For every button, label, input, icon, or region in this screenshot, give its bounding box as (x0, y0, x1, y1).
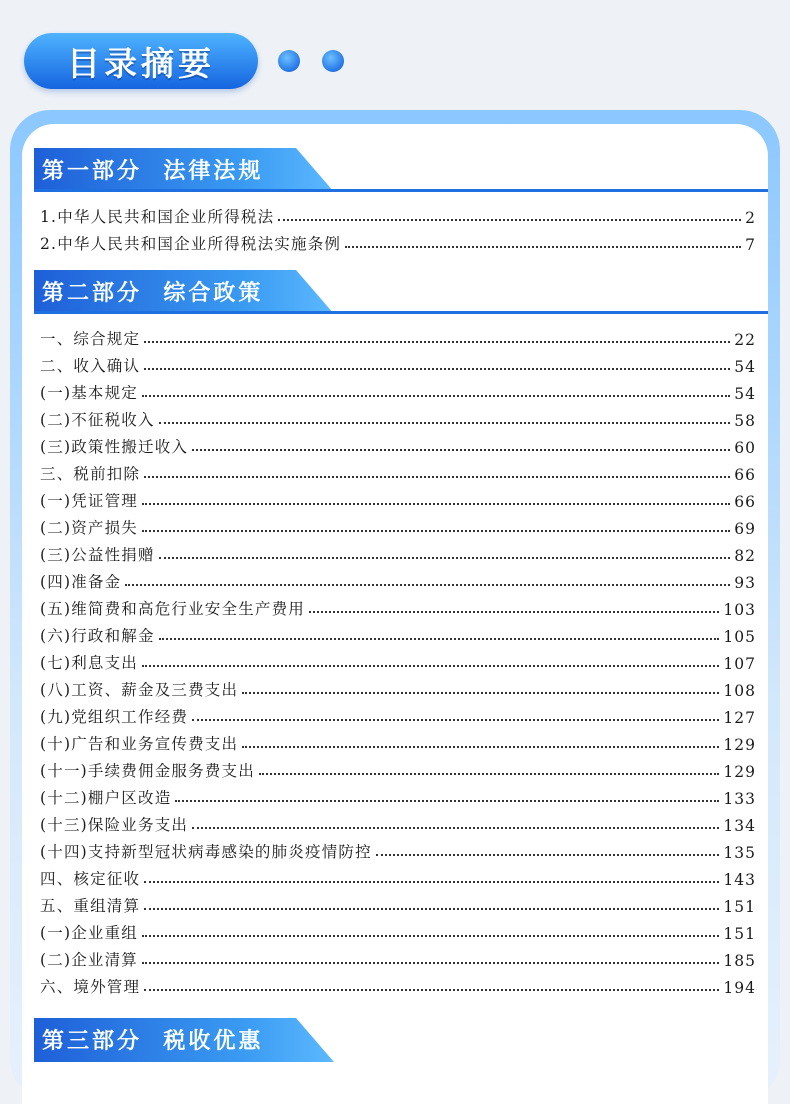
toc-entry[interactable] (40, 349, 756, 376)
toc-entry[interactable] (40, 565, 756, 592)
toc-dot-leader (278, 219, 741, 221)
toc-entry-label: 一、综合规定 (40, 330, 141, 348)
toc-entry-page: 69 (734, 520, 756, 538)
toc-entry-label: (十一)手续费佣金服务费支出 (40, 762, 255, 780)
toc-entry-label: (一)基本规定 (40, 384, 138, 402)
toc-entry[interactable] (40, 835, 756, 862)
toc-dot-leader (142, 395, 730, 397)
toc-entry-page: 66 (734, 493, 756, 511)
toc-entry-page: 7 (745, 236, 756, 254)
toc-entry[interactable] (40, 727, 756, 754)
toc-entry[interactable] (40, 700, 756, 727)
section-header-part2 (34, 270, 768, 314)
section-title: 第一部分 法律法规 (42, 159, 264, 184)
toc-dot-leader (345, 246, 741, 248)
toc-entry-page: 134 (723, 817, 756, 835)
toc-entry[interactable] (40, 430, 756, 457)
toc-dot-leader (242, 692, 719, 694)
toc-entry-page: 54 (734, 358, 756, 376)
toc-dot-leader (159, 557, 731, 559)
toc-entry-label: (一)企业重组 (40, 924, 138, 942)
toc-entry-page: 185 (723, 952, 756, 970)
toc-entry[interactable] (40, 457, 756, 484)
toc-entry-page: 66 (734, 466, 756, 484)
toc-entry-label: (二)企业清算 (40, 951, 138, 969)
decor-dot-1 (278, 50, 300, 72)
toc-dot-leader (192, 827, 719, 829)
toc-entry-page: 129 (723, 763, 756, 781)
toc-entry-label: (十四)支持新型冠状病毒感染的肺炎疫情防控 (40, 843, 372, 861)
toc-dot-leader (125, 584, 730, 586)
toc-entry-label: 六、境外管理 (40, 978, 141, 996)
toc-entry-label: (五)维简费和高危行业安全生产费用 (40, 600, 305, 618)
toc-dot-leader (159, 422, 731, 424)
toc-dot-leader (192, 449, 730, 451)
toc-entry[interactable] (40, 754, 756, 781)
toc-dot-leader (144, 341, 730, 343)
toc-dot-leader (144, 908, 719, 910)
toc-entry-label: 五、重组清算 (40, 897, 141, 915)
toc-dot-leader (142, 935, 719, 937)
toc-list-part1 (40, 200, 756, 254)
toc-entry-page: 151 (723, 898, 756, 916)
toc-dot-leader (376, 854, 720, 856)
toc-dot-leader (142, 503, 730, 505)
toc-entry-label: (三)政策性搬迁收入 (40, 438, 189, 456)
toc-entry-label: (九)党组织工作经费 (40, 708, 189, 726)
toc-entry[interactable] (40, 511, 756, 538)
toc-list-part2 (40, 322, 756, 997)
toc-entry[interactable] (40, 889, 756, 916)
toc-dot-leader (144, 989, 719, 991)
toc-entry-page: 60 (734, 439, 756, 457)
toc-entry[interactable] (40, 943, 756, 970)
page-title: 目录摘要 (67, 43, 215, 83)
toc-entry[interactable] (40, 484, 756, 511)
toc-dot-leader (192, 719, 719, 721)
toc-entry[interactable] (40, 970, 756, 997)
toc-dot-leader (259, 773, 720, 775)
toc-dot-leader (159, 638, 720, 640)
toc-entry-label: (十三)保险业务支出 (40, 816, 189, 834)
toc-entry-page: 2 (745, 209, 756, 227)
toc-entry-page: 105 (723, 628, 756, 646)
toc-entry-page: 58 (734, 412, 756, 430)
toc-dot-leader (142, 530, 730, 532)
toc-entry[interactable] (40, 808, 756, 835)
toc-dot-leader (144, 368, 730, 370)
toc-dot-leader (309, 611, 719, 613)
section-title: 第二部分 综合政策 (42, 281, 264, 306)
toc-entry-label: (十二)棚户区改造 (40, 789, 172, 807)
toc-entry-page: 194 (723, 979, 756, 997)
toc-entry[interactable] (40, 403, 756, 430)
toc-entry[interactable] (40, 538, 756, 565)
toc-entry-page: 103 (723, 601, 756, 619)
toc-entry-page: 93 (734, 574, 756, 592)
toc-entry-page: 54 (734, 385, 756, 403)
toc-entry-label: (二)不征税收入 (40, 411, 155, 429)
toc-entry[interactable] (40, 619, 756, 646)
section-header-part3 (34, 1018, 768, 1062)
toc-entry[interactable] (40, 862, 756, 889)
toc-entry[interactable] (40, 781, 756, 808)
toc-entry-page: 133 (723, 790, 756, 808)
toc-entry-page: 22 (734, 331, 756, 349)
toc-entry-page: 129 (723, 736, 756, 754)
toc-entry-label: (一)凭证管理 (40, 492, 138, 510)
toc-entry[interactable] (40, 376, 756, 403)
toc-dot-leader (144, 476, 730, 478)
toc-entry-page: 127 (723, 709, 756, 727)
toc-dot-leader (242, 746, 719, 748)
header-title-pill (24, 33, 258, 89)
toc-entry-page: 151 (723, 925, 756, 943)
toc-entry-label: (七)利息支出 (40, 654, 138, 672)
toc-dot-leader (142, 962, 719, 964)
toc-entry-page: 108 (723, 682, 756, 700)
toc-entry-page: 135 (723, 844, 756, 862)
toc-entry-label: (二)资产损失 (40, 519, 138, 537)
toc-entry[interactable] (40, 592, 756, 619)
toc-entry-label: 三、税前扣除 (40, 465, 141, 483)
toc-dot-leader (142, 665, 719, 667)
toc-entry[interactable] (40, 227, 756, 254)
toc-entry[interactable] (40, 200, 756, 227)
toc-entry-label: 1.中华人民共和国企业所得税法 (40, 208, 275, 226)
toc-entry-label: 四、核定征收 (40, 870, 141, 888)
toc-entry-label: 2.中华人民共和国企业所得税法实施条例 (40, 235, 342, 253)
toc-entry-page: 143 (723, 871, 756, 889)
toc-dot-leader (144, 881, 719, 883)
toc-entry-label: (十)广告和业务宣传费支出 (40, 735, 239, 753)
decor-dot-2 (322, 50, 344, 72)
toc-entry-page: 107 (723, 655, 756, 673)
toc-entry[interactable] (40, 646, 756, 673)
toc-entry-label: (八)工资、薪金及三费支出 (40, 681, 239, 699)
toc-entry-page: 82 (734, 547, 756, 565)
section-header-part1 (34, 148, 768, 192)
toc-entry-label: 二、收入确认 (40, 357, 141, 375)
toc-entry[interactable] (40, 322, 756, 349)
toc-entry[interactable] (40, 673, 756, 700)
toc-entry-label: (六)行政和解金 (40, 627, 155, 645)
section-title: 第三部分 税收优惠 (42, 1029, 264, 1054)
toc-entry-label: (四)准备金 (40, 573, 122, 591)
toc-dot-leader (175, 800, 719, 802)
toc-entry[interactable] (40, 916, 756, 943)
toc-entry-label: (三)公益性捐赠 (40, 546, 155, 564)
